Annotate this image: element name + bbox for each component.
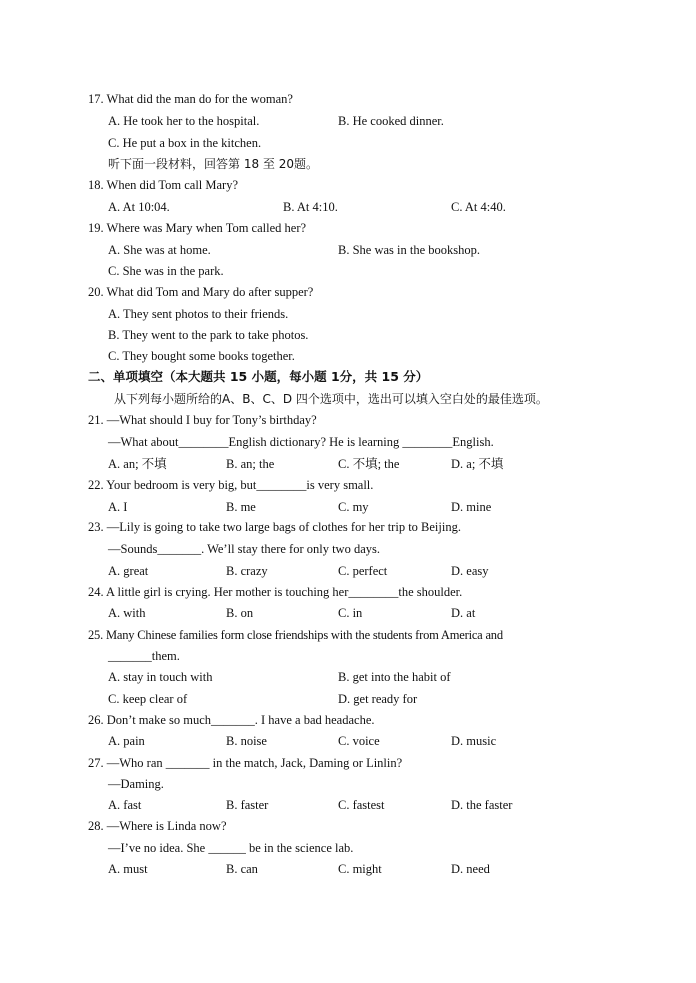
question-25-option-b: B. get into the habit of xyxy=(338,670,451,684)
question-28-option-b: B. can xyxy=(226,862,258,876)
question-21-option-b: B. an; the xyxy=(226,457,275,471)
question-26-option-a: A. pain xyxy=(108,734,145,748)
question-20-option-b: B. They went to the park to take photos. xyxy=(108,328,309,342)
question-28-line-2: —I’ve no idea. She ______ be in the science lab. xyxy=(108,841,354,855)
question-27-option-d: D. the faster xyxy=(451,798,513,812)
question-26-stem: 26. Don’t make so much_______. I have a bad headache. xyxy=(88,713,375,727)
section-2-instruction: 从下列每小题所给的A、B、C、D 四个选项中，选出可以填入空白处的最佳选项。 xyxy=(114,392,548,406)
question-18-option-b: B. At 4:10. xyxy=(283,200,338,214)
question-20-option-c: C. They bought some books together. xyxy=(108,349,295,363)
question-19-stem: 19. Where was Mary when Tom called her? xyxy=(88,221,307,235)
question-17-option-c: C. He put a box in the kitchen. xyxy=(108,136,262,150)
question-18-stem: 18. When did Tom call Mary? xyxy=(88,178,239,192)
question-28-stem: 28. —Where is Linda now? xyxy=(88,819,227,833)
question-27-option-c: C. fastest xyxy=(338,798,385,812)
question-21-option-a: A. an; 不填 xyxy=(108,457,167,471)
question-22-option-d: D. mine xyxy=(451,500,492,514)
question-25-option-a: A. stay in touch with xyxy=(108,670,213,684)
question-21-option-c: C. 不填; the xyxy=(338,457,400,471)
question-26-option-c: C. voice xyxy=(338,734,380,748)
question-24-stem: 24. A little girl is crying. Her mother is touching her________the shoulder. xyxy=(88,585,463,599)
question-17-option-a: A. He took her to the hospital. xyxy=(108,114,260,128)
question-24-option-b: B. on xyxy=(226,606,254,620)
question-20-stem: 20. What did Tom and Mary do after supper? xyxy=(88,285,314,299)
question-23-option-c: C. perfect xyxy=(338,564,388,578)
question-23-stem: 23. —Lily is going to take two large bags of clothes for her trip to Beijing. xyxy=(88,520,461,534)
question-27-option-a: A. fast xyxy=(108,798,142,812)
question-27-option-b: B. faster xyxy=(226,798,269,812)
question-23-option-b: B. crazy xyxy=(226,564,268,578)
question-21-stem: 21. —What should I buy for Tony’s birthday? xyxy=(88,413,317,427)
question-27-line-2: —Daming. xyxy=(108,777,164,791)
question-27-stem: 27. —Who ran _______ in the match, Jack, Daming or Linlin? xyxy=(88,756,403,770)
section-2-title: 二、单项填空（本大题共 15 小题，每小题 1分，共 15 分） xyxy=(88,369,429,384)
question-28-option-a: A. must xyxy=(108,862,148,876)
question-25-option-c: C. keep clear of xyxy=(108,692,188,706)
question-20-option-a: A. They sent photos to their friends. xyxy=(108,307,289,321)
question-23-line-2: —Sounds_______. We’ll stay there for only two days. xyxy=(108,542,380,556)
question-23-option-a: A. great xyxy=(108,564,149,578)
question-21-line-2: —What about________English dictionary? He is learning ________English. xyxy=(108,435,494,449)
question-22-option-b: B. me xyxy=(226,500,256,514)
question-21-option-d: D. a; 不填 xyxy=(451,457,504,471)
question-24-option-c: C. in xyxy=(338,606,363,620)
question-24-option-a: A. with xyxy=(108,606,146,620)
question-25-stem: 25. Many Chinese families form close friendships with the students from America and xyxy=(88,628,503,642)
question-23-option-d: D. easy xyxy=(451,564,489,578)
question-17-stem: 17. What did the man do for the woman? xyxy=(88,92,293,106)
question-22-option-c: C. my xyxy=(338,500,369,514)
question-25-option-d: D. get ready for xyxy=(338,692,418,706)
question-22-option-a: A. I xyxy=(108,500,128,514)
question-19-option-b: B. She was in the bookshop. xyxy=(338,243,481,257)
question-28-option-c: C. might xyxy=(338,862,382,876)
question-22-stem: 22. Your bedroom is very big, but________is very small. xyxy=(88,478,374,492)
question-17-option-b: B. He cooked dinner. xyxy=(338,114,444,128)
question-26-option-b: B. noise xyxy=(226,734,267,748)
question-24-option-d: D. at xyxy=(451,606,476,620)
listening-instruction-18-20: 听下面一段材料，回答第 18 至 20题。 xyxy=(108,157,318,171)
question-19-option-a: A. She was at home. xyxy=(108,243,211,257)
question-18-option-c: C. At 4:40. xyxy=(451,200,506,214)
question-18-option-a: A. At 10:04. xyxy=(108,200,170,214)
question-25-line-2: _______them. xyxy=(108,649,180,663)
question-28-option-d: D. need xyxy=(451,862,490,876)
question-26-option-d: D. music xyxy=(451,734,497,748)
question-19-option-c: C. She was in the park. xyxy=(108,264,224,278)
